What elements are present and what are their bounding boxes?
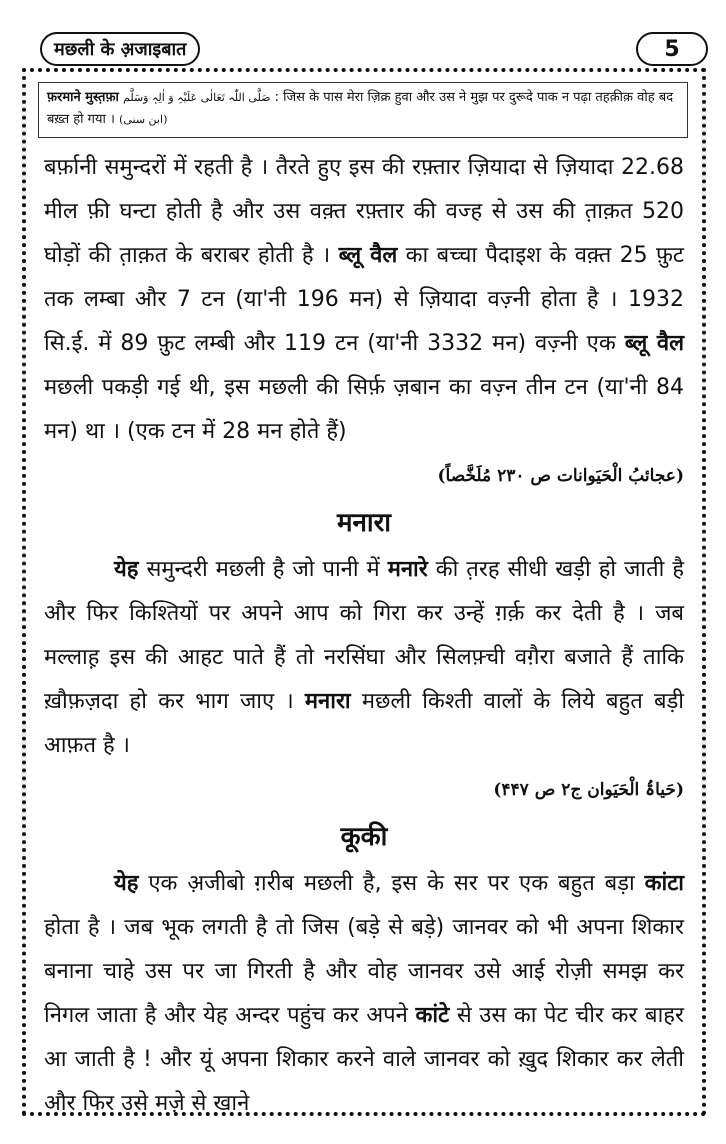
hadith-box: [38, 82, 688, 138]
blue-whale-term-2: ब्लू वैल: [624, 331, 684, 356]
intro-reference-line: [44, 454, 684, 498]
manara-reference: (حَیاۃُ الْحَیَوان ج۲ ص ۴۴۷): [493, 780, 684, 800]
kuki-paragraph: येह एक अ़जीबो ग़रीब मछली है, इस के सर पर एक बहुत बड़ा कांटा होता है । जब भूक लगती है तो जिस (बड़े से बड़े) जानवर को भी अपना शिकार बनाना चाहे उस पर जा गिरती है और वोह जानवर उसे आई रोज़ी समझ कर निगल जाता है और येह अन्दर पहुंच कर अपने कांटे से उस का पेट चीर कर बाहर आ जाती है ! और यूं अपना शिकार करने वाले जानवर को ख़ुद शिकार कर लेती और फिर उसे मज़े से खाने: [44, 871, 684, 1116]
salutation-text: صَلَّی اللّٰہ تَعَالٰی عَلَیْہِ وَ اٰلِہٖ وَسَلَّم: [123, 91, 271, 104]
manara-paragraph: येह समुन्दरी मछली है जो पानी में मनारे की त़रह सीधी खड़ी हो जाती है और फिर किश्तियों पर अपने आप को गिरा कर उन्हें ग़र्क़ कर देती है । जब मल्लाह़ इस की आहट पाते हैं तो नरसिंघा और सिलफ़्ची वग़ैरा बजाते हैं ताकि ख़ौफ़ज़दा हो कर भाग जाए । मनारा मछली किश्ती वालों के लिये बहुत बड़ी आफ़त है ।: [44, 557, 685, 758]
book-title: मछली के अ़जाइबात: [40, 32, 200, 66]
page-number: 5: [636, 32, 708, 66]
manara-reference-line: [44, 768, 684, 812]
heading-kuki: कूकी: [340, 822, 388, 852]
intro-reference: (عجائبُ الْحَیَوانات ص ۲۳۰ مُلَخَّصاً): [437, 466, 684, 486]
heading-manara: मनारा: [336, 508, 392, 538]
hadith-source: (ابن سنی): [119, 113, 168, 126]
blue-whale-term: ब्लू वैल: [338, 243, 398, 268]
hadith-text: : जिस के पास मेरा ज़िक्र हुवा और उस ने मुझ पर दुरूदे पाक न पढ़ा तहक़ीक़ वोह बद बख़्त हो गया ।: [47, 90, 674, 127]
intro-paragraph: बर्फ़ानी समुन्दरों में रहती है । तैरते हुए इस की रफ़्तार ज़ियादा से ज़ियादा 22.68 मील फ़ी घन्टा होती है और उस वक़्त रफ़्तार की वज्ह से उस की त़ाक़त 520 घोड़ों की त़ाक़त के बराबर होती है । ब्लू वैल का बच्चा पैदाइश के वक़्त 25 फ़ुट तक लम्बा और 7 टन (या'नी 196 मन) से ज़ियादा वज़्नी होता है । 1932 सि.ई. में 89 फ़ुट लम्बी और 119 टन (या'नी 3332 मन) वज़्नी एक ब्लू वैल मछली पकड़ी गई थी, इस मछली की सिर्फ़ ज़बान का वज़्न तीन टन (या'नी 84 मन) था । (एक टन में 28 मन होते हैं): [44, 155, 684, 444]
hadith-label: फ़रमाने मुस्त़फ़ा: [47, 90, 119, 105]
main-content: [44, 146, 684, 1126]
